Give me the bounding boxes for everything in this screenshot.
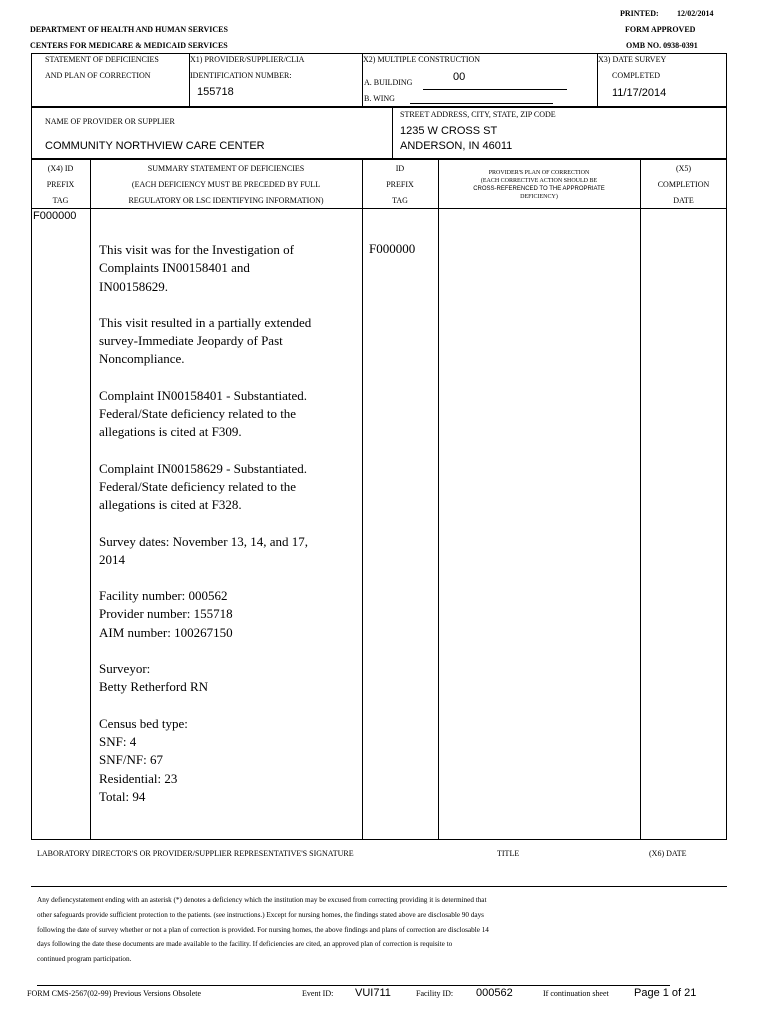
paragraph-surveyor <box>99 660 359 697</box>
summary-line: survey-Immediate Jeopardy of Past <box>99 333 283 349</box>
prefix-tag: F000000 <box>33 210 77 222</box>
summary-line: SNF: 4 <box>99 733 137 749</box>
x4-header-2: PREFIX <box>46 180 75 189</box>
disclaimer <box>37 893 489 967</box>
summary-header-3: REGULATORY OR LSC IDENTIFYING INFORMATION) <box>128 196 324 205</box>
event-id-label: Event ID: <box>302 989 334 998</box>
provider-name-label: NAME OF PROVIDER OR SUPPLIER <box>45 117 175 126</box>
x6-date-label: (X6) DATE <box>649 849 687 858</box>
provider-name: COMMUNITY NORTHVIEW CARE CENTER <box>45 140 265 152</box>
paragraph-complaint-2 <box>99 460 359 515</box>
address-label: STREET ADDRESS, CITY, STATE, ZIP CODE <box>400 110 556 119</box>
id-header-1: ID <box>395 164 405 173</box>
facility-id-label: Facility ID: <box>416 989 454 998</box>
id-header-3: TAG <box>392 196 408 205</box>
summary-line: Complaint IN00158629 - Substantiated. <box>99 460 307 476</box>
summary-line: Surveyor: <box>99 661 151 677</box>
summary-line: This visit resulted in a partially extended <box>99 314 312 330</box>
x3-label-2: COMPLETED <box>612 71 660 80</box>
paragraph-numbers <box>99 587 359 642</box>
id-header-2: PREFIX <box>386 180 414 189</box>
summary-line: Survey dates: November 13, 14, and 17, <box>99 533 309 549</box>
statement-label-2: AND PLAN OF CORRECTION <box>45 71 151 80</box>
plan-header-4: DEFICIENCY) <box>520 194 558 200</box>
disclaimer-line: Any defiencystatement ending with an asterisk (*) denotes a deficiency which the institution may be excused from correcting providing it is determined that <box>37 896 487 904</box>
disclaimer-line: following the date of survey whether or not a plan of correction is provided. For nursing homes, the above findings and plans of correction are disclosable 14 <box>37 925 489 934</box>
summary-line: Complaints IN00158401 and <box>99 260 250 276</box>
summary-line: Complaint IN00158401 - Substantiated. <box>99 387 307 403</box>
summary-line: SNF/NF: 67 <box>99 752 163 768</box>
cms-heading: CENTERS FOR MEDICARE & MEDICAID SERVICES <box>30 41 228 50</box>
department-heading: DEPARTMENT OF HEALTH AND HUMAN SERVICES <box>30 25 228 34</box>
summary-line: allegations is cited at F309. <box>99 424 242 440</box>
street-address: 1235 W CROSS ST <box>400 125 498 137</box>
summary-header-1: SUMMARY STATEMENT OF DEFICIENCIES <box>147 164 305 173</box>
summary-line: This visit was for the Investigation of <box>99 242 294 257</box>
summary-line: Betty Retherford RN <box>99 679 209 695</box>
facility-id: 000562 <box>476 987 513 999</box>
form-number: FORM CMS-2567(02-99) Previous Versions Obsolete <box>27 989 202 998</box>
table-header-divider <box>31 208 727 209</box>
summary-line: Federal/State deficiency related to the <box>99 478 297 494</box>
footer-rule <box>37 985 670 986</box>
summary-line: Provider number: 155718 <box>99 606 233 622</box>
summary-line: Census bed type: <box>99 715 188 731</box>
summary-line: Facility number: 000562 <box>99 588 228 604</box>
paragraph-investigation <box>99 241 359 296</box>
disclaimer-line: continued program participation. <box>37 955 132 964</box>
x4-header-1: (X4) ID <box>47 164 74 173</box>
city-state-zip: ANDERSON, IN 46011 <box>400 140 513 152</box>
x1-label-2: IDENTIFICATION NUMBER: <box>190 71 292 80</box>
summary-line: Residential: 23 <box>99 770 178 786</box>
x4-header-3: TAG <box>52 196 69 205</box>
continuation-label: If continuation sheet <box>543 989 609 998</box>
x1-label-1: X1) PROVIDER/SUPPLIER/CLIA <box>190 55 305 64</box>
building-value: 00 <box>453 71 466 83</box>
building-label: A. BUILDING <box>364 78 413 87</box>
x5-header-2: COMPLETION <box>657 180 710 189</box>
summary-header-2: (EACH DEFICIENCY MUST BE PRECEDED BY FULL <box>131 180 321 189</box>
plan-header-1: PROVIDER'S PLAN OF CORRECTION <box>488 170 590 176</box>
wing-label: B. WING <box>364 94 395 103</box>
signature-divider <box>31 886 727 887</box>
survey-date: 11/17/2014 <box>612 87 667 99</box>
disclaimer-line: days following the date these documents are made available to the facility. If deficiencies are cited, an approved plan of correction is requisite to <box>37 940 453 949</box>
x2-label: X2) MULTIPLE CONSTRUCTION <box>363 55 481 64</box>
plan-header-2: (EACH CORRECTIVE ACTION SHOULD BE <box>480 178 598 184</box>
printed-date: 12/02/2014 <box>677 9 714 18</box>
x5-header-3: DATE <box>673 196 694 205</box>
paragraph-survey-dates <box>99 533 359 570</box>
summary-line: 2014 <box>99 551 125 567</box>
paragraph-complaint-1 <box>99 387 359 442</box>
summary-line: AIM number: 100267150 <box>99 624 233 640</box>
provider-number: 155718 <box>197 86 234 98</box>
summary-line: IN00158629. <box>99 278 168 294</box>
disclaimer-line: other safeguards provide sufficient protection to the patients. (see instructions.) Except for nursing homes, the findings stated above are disclosable 90 days <box>37 910 484 919</box>
page-number: Page 1 of 21 <box>634 987 697 999</box>
printed-label: PRINTED: <box>620 9 659 18</box>
x3-label-1: X3) DATE SURVEY <box>598 55 667 64</box>
plan-header-3: CROSS-REFERENCED TO THE APPROPRIATE <box>473 186 605 192</box>
deficiency-summary <box>99 241 359 824</box>
title-label: TITLE <box>497 849 520 858</box>
omb-number: OMB NO. 0938-0391 <box>626 41 698 50</box>
id-tag: F000000 <box>369 241 416 256</box>
summary-line: Federal/State deficiency related to the <box>99 406 297 422</box>
summary-line: Total: 94 <box>99 788 146 804</box>
paragraph-result <box>99 314 359 369</box>
form-approved: FORM APPROVED <box>625 25 696 34</box>
x5-header-1: (X5) <box>675 164 692 173</box>
summary-line: allegations is cited at F328. <box>99 497 242 513</box>
summary-line: Noncompliance. <box>99 351 185 367</box>
event-id: VUI711 <box>355 987 391 999</box>
signature-label: LABORATORY DIRECTOR'S OR PROVIDER/SUPPLIER REPRESENTATIVE'S SIGNATURE <box>37 849 354 858</box>
statement-label-1: STATEMENT OF DEFICIENCIES <box>45 55 159 64</box>
paragraph-census <box>99 715 359 806</box>
